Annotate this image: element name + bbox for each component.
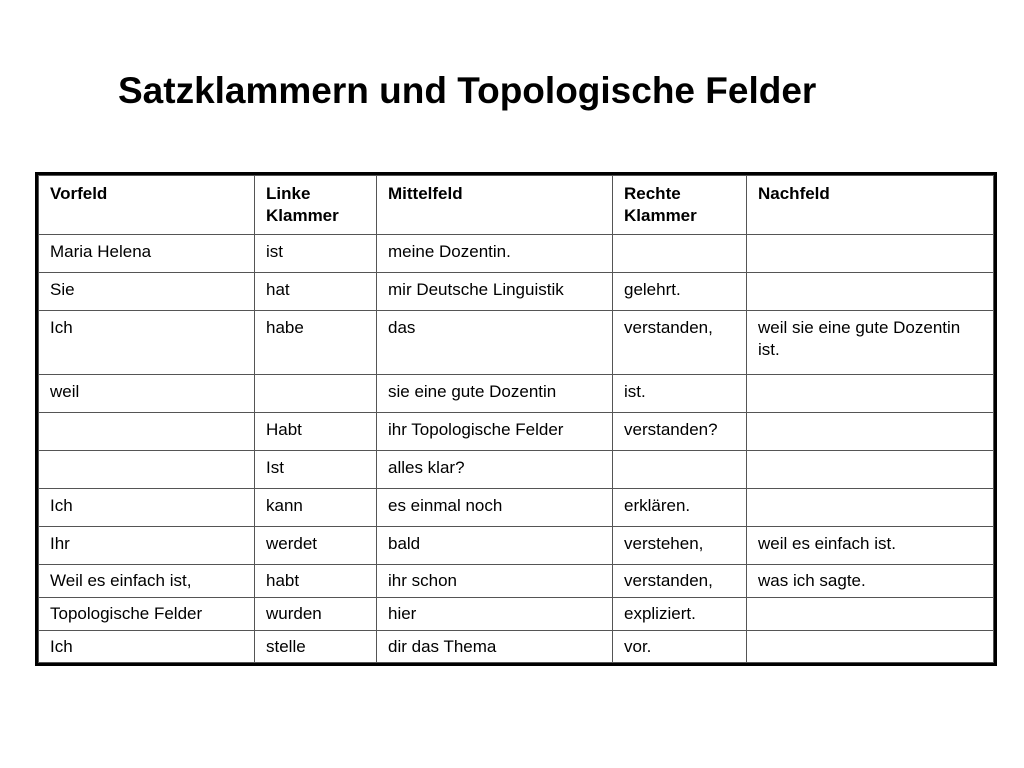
table-row — [39, 273, 994, 311]
header-linke-klammer: Linke Klammer — [255, 176, 377, 235]
table-cell — [747, 273, 994, 311]
table-cell: das — [377, 311, 613, 375]
table-cell: expliziert. — [613, 597, 747, 630]
table-cell: verstanden? — [613, 413, 747, 451]
table-cell: dir das Thema — [377, 630, 613, 663]
table-cell: erklären. — [613, 489, 747, 527]
table-cell — [39, 451, 255, 489]
table-cell — [747, 489, 994, 527]
table-header-row — [39, 176, 994, 235]
table-row — [39, 527, 994, 565]
table-cell: verstehen, — [613, 527, 747, 565]
table-cell: Ich — [39, 311, 255, 375]
header-rechte-klammer: Rechte Klammer — [613, 176, 747, 235]
table-cell: habt — [255, 565, 377, 598]
table-cell: ihr schon — [377, 565, 613, 598]
table-row — [39, 375, 994, 413]
table-row — [39, 451, 994, 489]
table-cell — [747, 451, 994, 489]
table-cell: vor. — [613, 630, 747, 663]
table-cell — [613, 235, 747, 273]
header-nachfeld: Nachfeld — [747, 176, 994, 235]
table-row — [39, 565, 994, 598]
table-cell: wurden — [255, 597, 377, 630]
table-cell — [747, 630, 994, 663]
table-cell: sie eine gute Dozentin — [377, 375, 613, 413]
table-cell: weil — [39, 375, 255, 413]
table-cell — [747, 235, 994, 273]
table-cell: hier — [377, 597, 613, 630]
table-cell — [39, 413, 255, 451]
table-cell: weil es einfach ist. — [747, 527, 994, 565]
table-cell: bald — [377, 527, 613, 565]
table-cell: habe — [255, 311, 377, 375]
header-vorfeld: Vorfeld — [39, 176, 255, 235]
topological-fields-table-frame — [35, 172, 997, 666]
table-cell: ist. — [613, 375, 747, 413]
table-cell: Ihr — [39, 527, 255, 565]
table-cell: weil sie eine gute Dozentin ist. — [747, 311, 994, 375]
table-row — [39, 630, 994, 663]
table-cell: Habt — [255, 413, 377, 451]
table-cell: Weil es einfach ist, — [39, 565, 255, 598]
table-cell: Topologische Felder — [39, 597, 255, 630]
table-cell: verstanden, — [613, 311, 747, 375]
slide-title: Satzklammern und Topologische Felder — [118, 70, 817, 111]
table-cell: verstanden, — [613, 565, 747, 598]
table-row — [39, 597, 994, 630]
table-cell: meine Dozentin. — [377, 235, 613, 273]
table-cell: ist — [255, 235, 377, 273]
table-cell: werdet — [255, 527, 377, 565]
table-cell — [747, 597, 994, 630]
table-cell — [747, 375, 994, 413]
table-row — [39, 413, 994, 451]
table-cell: was ich sagte. — [747, 565, 994, 598]
table-cell: Maria Helena — [39, 235, 255, 273]
table-cell — [613, 451, 747, 489]
table-cell: kann — [255, 489, 377, 527]
table-cell: stelle — [255, 630, 377, 663]
table-cell: Sie — [39, 273, 255, 311]
table-cell: gelehrt. — [613, 273, 747, 311]
table-cell: Ich — [39, 489, 255, 527]
table-cell: ihr Topologische Felder — [377, 413, 613, 451]
table-cell: es einmal noch — [377, 489, 613, 527]
table-cell: Ist — [255, 451, 377, 489]
topological-fields-table — [38, 175, 994, 663]
table-cell: hat — [255, 273, 377, 311]
table-cell: Ich — [39, 630, 255, 663]
table-row — [39, 235, 994, 273]
table-cell — [255, 375, 377, 413]
table-cell: mir Deutsche Linguistik — [377, 273, 613, 311]
table-cell — [747, 413, 994, 451]
table-cell: alles klar? — [377, 451, 613, 489]
table-row — [39, 311, 994, 375]
table-row — [39, 489, 994, 527]
header-mittelfeld: Mittelfeld — [377, 176, 613, 235]
